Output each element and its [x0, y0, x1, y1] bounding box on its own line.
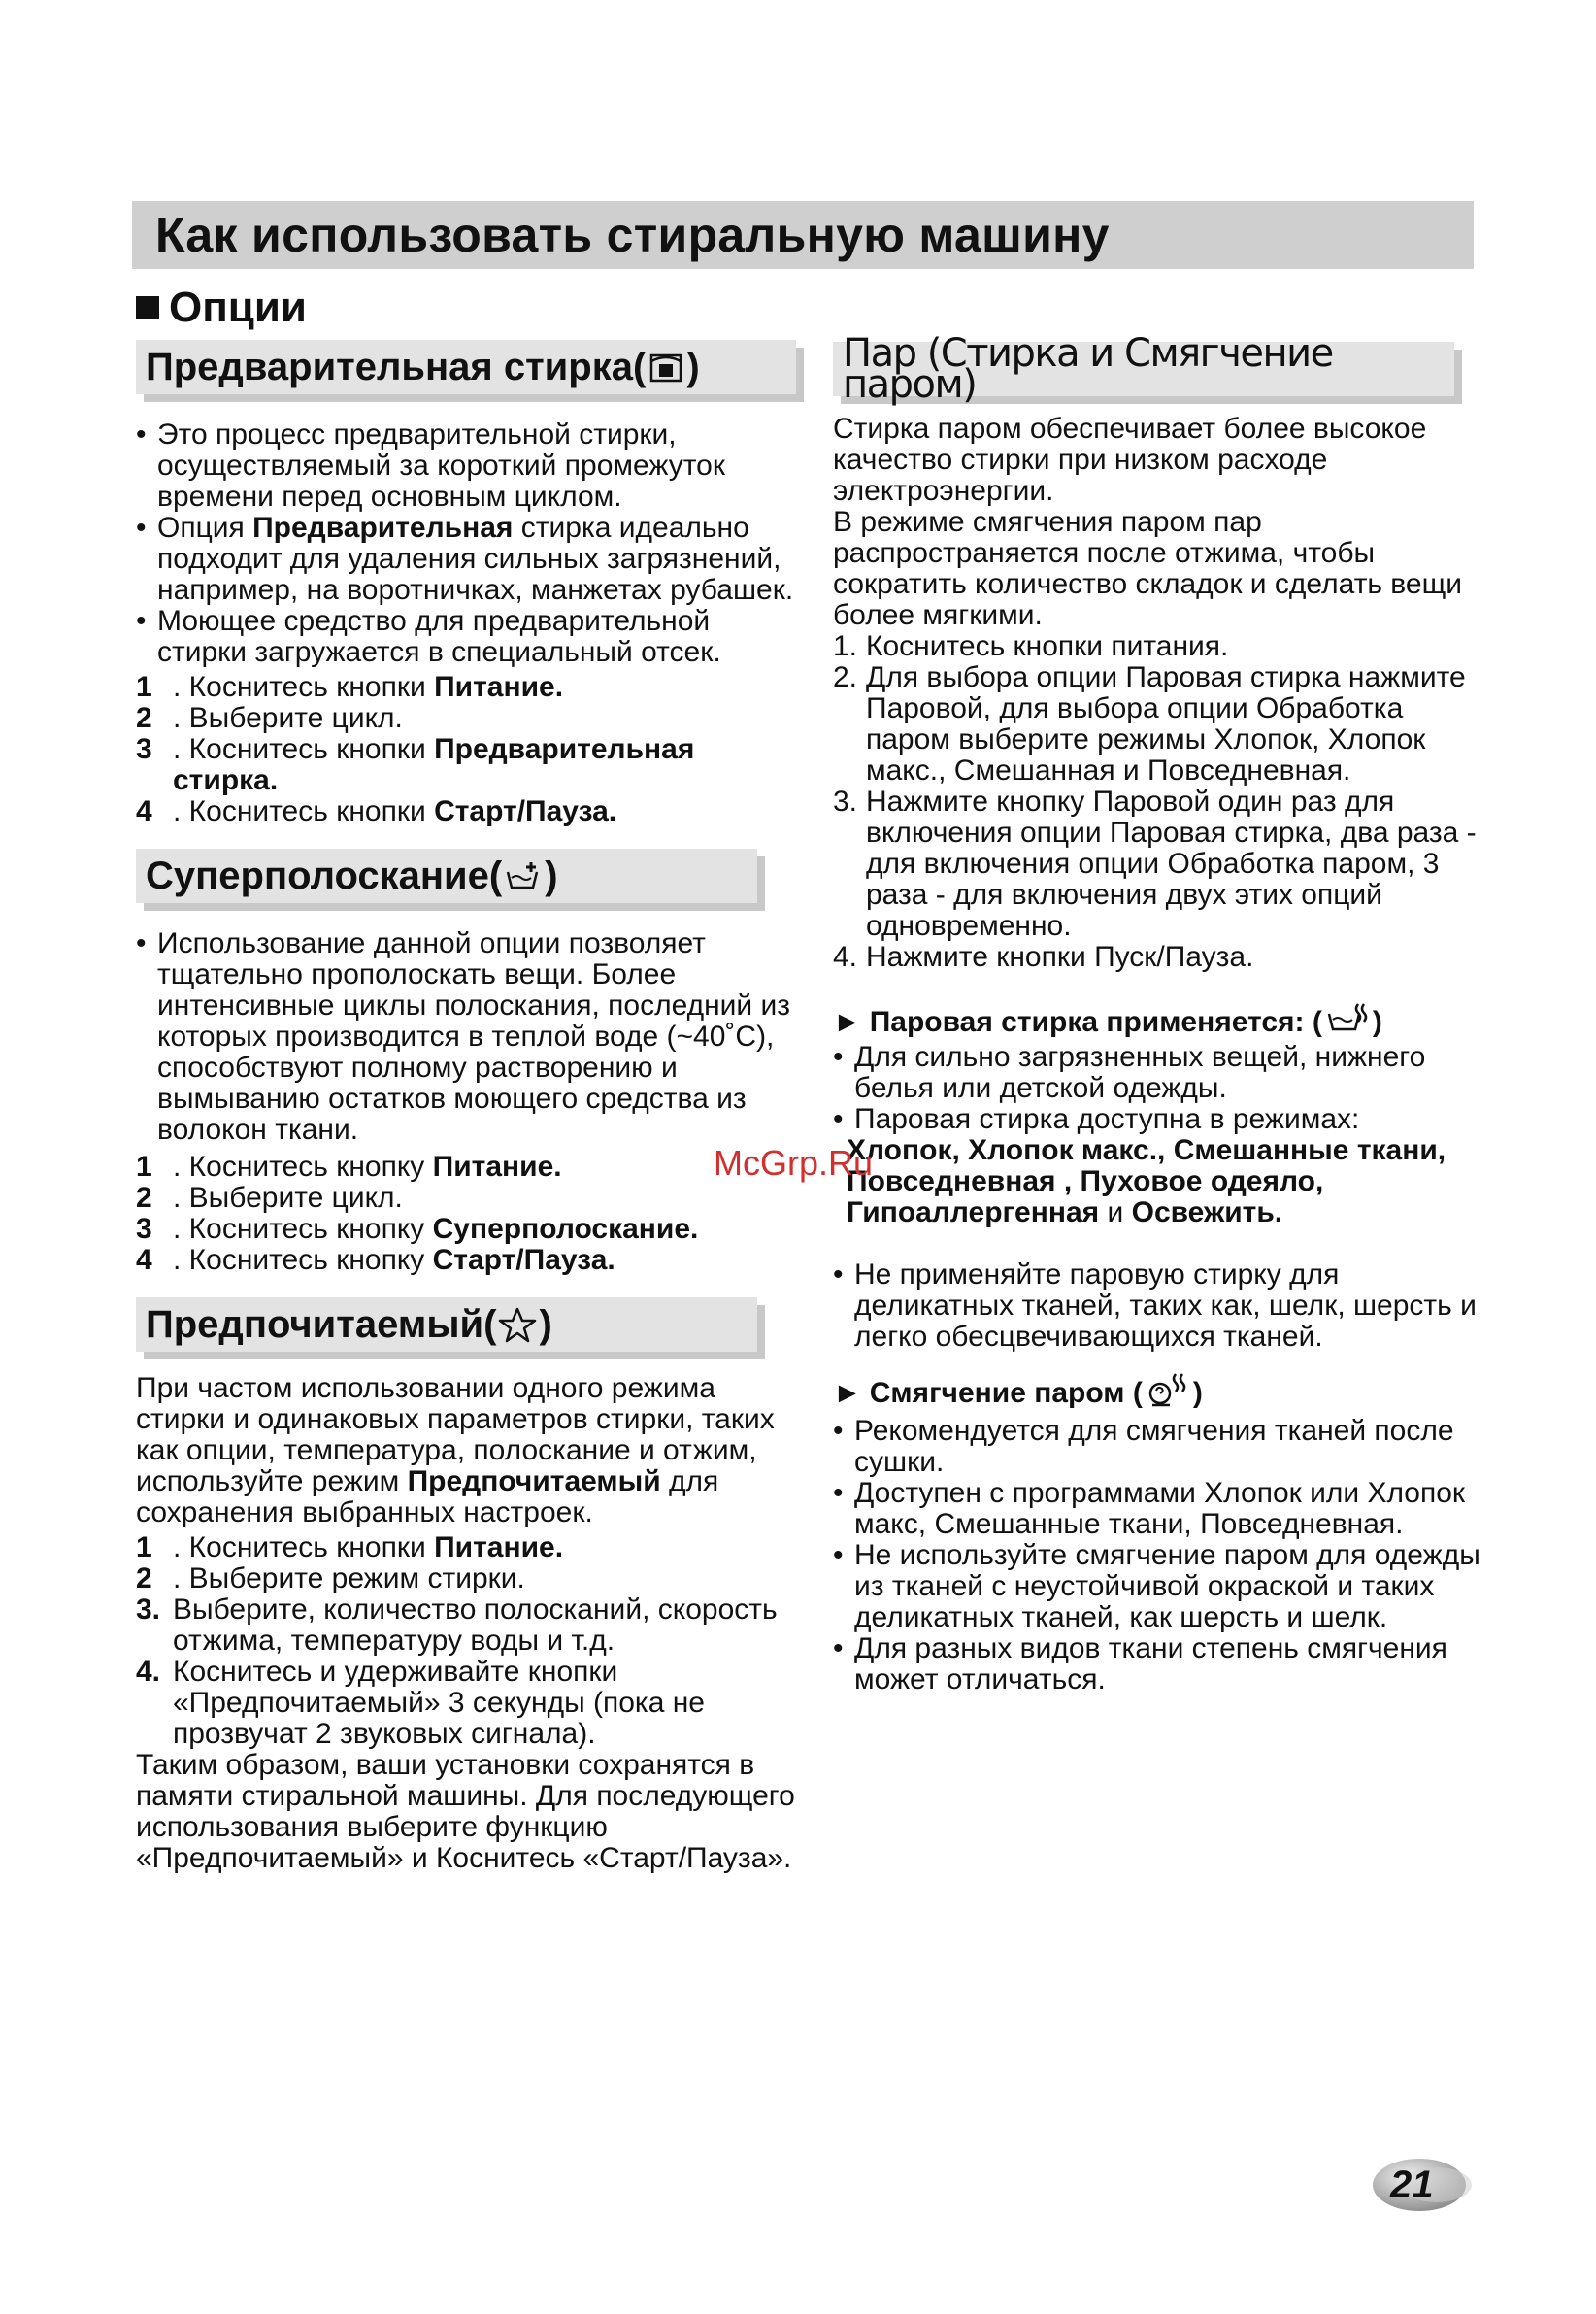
steamwash-block — [833, 1002, 1483, 1353]
steamwash-bullet: • Для сильно загрязненных вещей, нижнего белья или детской одежды. — [833, 1042, 1483, 1104]
prewash-heading: Предварительная стирка ( ) — [136, 340, 796, 394]
star-icon — [498, 1306, 537, 1343]
step-item: 1. Коснитесь кнопки питания. — [833, 630, 1229, 662]
steamwash-bullet: • Не применяйте паровую стирку для деликатных тканей, таких как, шелк, шерсть и легко обесцвечивающихся тканей. — [833, 1259, 1483, 1353]
super-rinse-icon — [504, 858, 543, 893]
steam-refresh-bullet: • Доступен с программами Хлопок или Хлопок макс, Смешанные ткани, Повседневная. — [833, 1478, 1483, 1540]
arrow-right-icon: ► — [833, 1005, 862, 1038]
step-item: 2 . Выберите цикл. — [136, 702, 403, 734]
steam-refresh-icon — [1147, 1370, 1189, 1416]
superrinse-bullet: • Использование данной опции позволяет тщательно прополоскать вещи. Более интенсивные циклы полоскания, последний из которых производится в теплой воде (~40˚С), способствуют полному растворению и вымыванию остатков моющего средства из волокон ткани. — [136, 928, 796, 1146]
steam-title: Пар (Стирка и Смягчение паром) — [843, 331, 1333, 407]
right-column — [833, 331, 1483, 1695]
step-item: 3. Выберите, количество полосканий, скорость отжима, температуру воды и т.д. — [136, 1593, 778, 1657]
steam-body — [833, 414, 1483, 973]
step-item: 1 . Коснитесь кнопки Питание. — [136, 671, 564, 703]
steam-refresh-block — [833, 1370, 1483, 1695]
page-title: Как использовать стиральную машину — [155, 208, 1110, 262]
steam-heading — [833, 331, 1454, 407]
step-item: 4 . Коснитесь кнопки Старт/Пауза. — [136, 795, 617, 827]
steam-refresh-bullet: • Рекомендуется для смягчения тканей после сушки. — [833, 1416, 1483, 1478]
favorite-outro: Таким образом, ваши установки сохранятся в памяти стиральной машины. Для последующего использования выберите функцию «Предпочитаемый» и Коснитесь «Старт/Пауза». — [136, 1749, 795, 1874]
section-title-text: Опции — [169, 284, 307, 331]
section-title — [136, 284, 307, 332]
square-bullet-icon — [136, 296, 159, 319]
step-item: 3. Нажмите кнопку Паровой один раз для включения опции Паровая стирка, два раза - для включения опции Обработка паром, 3 раза - для включения двух этих опций одновременно. — [833, 786, 1477, 942]
step-item: 3 . Коснитесь кнопку Суперполоскание. — [136, 1213, 699, 1245]
step-item: 2 . Выберите цикл. — [136, 1182, 403, 1214]
watermark: McGrp.Ru — [714, 1143, 874, 1183]
superrinse-bullets — [136, 928, 796, 1146]
steam-wash-icon — [1326, 1002, 1369, 1042]
prewash-bullets — [136, 419, 796, 668]
superrinse-heading: Суперполоскание ( ) — [136, 849, 757, 903]
step-item: 3 . Коснитесь кнопки Предварительная стирка. — [136, 733, 695, 796]
prewash-icon — [648, 350, 684, 385]
prewash-steps — [136, 672, 796, 827]
steamwash-modes: Хлопок, Хлопок макс., Смешанные ткани, Повседневная , Пуховое одеяло, Гипоаллергенная и Освежить. — [847, 1134, 1446, 1228]
page-number-badge — [1369, 2154, 1476, 2216]
steamwash-heading: ► Паровая стирка применяется: ( ) — [833, 1002, 1483, 1042]
prewash-bullet: • Опция Предварительная стирка идеально подходит для удаления сильных загрязнений, например, на воротничках, манжетах рубашек. — [136, 513, 796, 606]
step-item: 4. Коснитесь и удерживайте кнопки «Предпочитаемый» 3 секунды (пока не прозвучат 2 звуковых сигнала). — [136, 1656, 705, 1750]
step-item: 1 . Коснитесь кнопки Питание. — [136, 1531, 564, 1563]
prewash-bullet: • Моющее средство для предварительной стирки загружается в специальный отсек. — [136, 606, 796, 668]
favorite-title: Предпочитаемый — [146, 1303, 484, 1346]
steam-refresh-bullet: • Не используйте смягчение паром для одежды из тканей с неустойчивой окраской и таких деликатных тканей, как шерсть и шелк. — [833, 1540, 1483, 1633]
step-item: 1 . Коснитесь кнопку Питание. — [136, 1151, 562, 1183]
prewash-bullet: • Это процесс предварительной стирки, осуществляемый за короткий промежуток времени перед основным циклом. — [136, 419, 796, 513]
superrinse-steps — [136, 1152, 796, 1276]
left-column — [136, 340, 796, 1874]
steam-paragraph: Стирка паром обеспечивает более высокое качество стирки при низком расходе электроэнергии. — [833, 413, 1427, 507]
step-item: 2 . Выберите режим стирки. — [136, 1562, 525, 1594]
page-number: 21 — [1390, 2163, 1434, 2206]
arrow-right-icon: ► — [833, 1376, 862, 1409]
steam-refresh-heading: ► Смягчение паром ( ) — [833, 1370, 1483, 1416]
favorite-body — [136, 1373, 796, 1874]
steam-paragraph: В режиме смягчения паром пар распространяется после отжима, чтобы сократить количество складок и сделать вещи более мягкими. — [833, 506, 1463, 631]
favorite-intro: При частом использовании одного режима стирки и одинаковых параметров стирки, таких как опции, температура, полоскание и отжим, используйте режим Предпочитаемый для сохранения выбранных настроек. — [136, 1372, 775, 1528]
prewash-title: Предварительная стирка — [146, 346, 633, 388]
step-item: 4 . Коснитесь кнопку Старт/Пауза. — [136, 1244, 615, 1276]
step-item: 4. Нажмите кнопки Пуск/Пауза. — [833, 941, 1254, 973]
steamwash-bullet: • Паровая стирка доступна в режимах: — [833, 1104, 1483, 1135]
step-item: 2. Для выбора опции Паровая стирка нажмите Паровой, для выбора опции Обработка паром выберите режимы Хлопок, Хлопок макс., Смешанная и Повседневная. — [833, 661, 1466, 787]
superrinse-title: Суперполоскание — [146, 855, 489, 897]
steam-refresh-bullet: • Для разных видов ткани степень смягчения может отличаться. — [833, 1633, 1483, 1695]
favorite-heading: Предпочитаемый ( ) — [136, 1297, 757, 1352]
page-header-banner — [132, 201, 1474, 269]
